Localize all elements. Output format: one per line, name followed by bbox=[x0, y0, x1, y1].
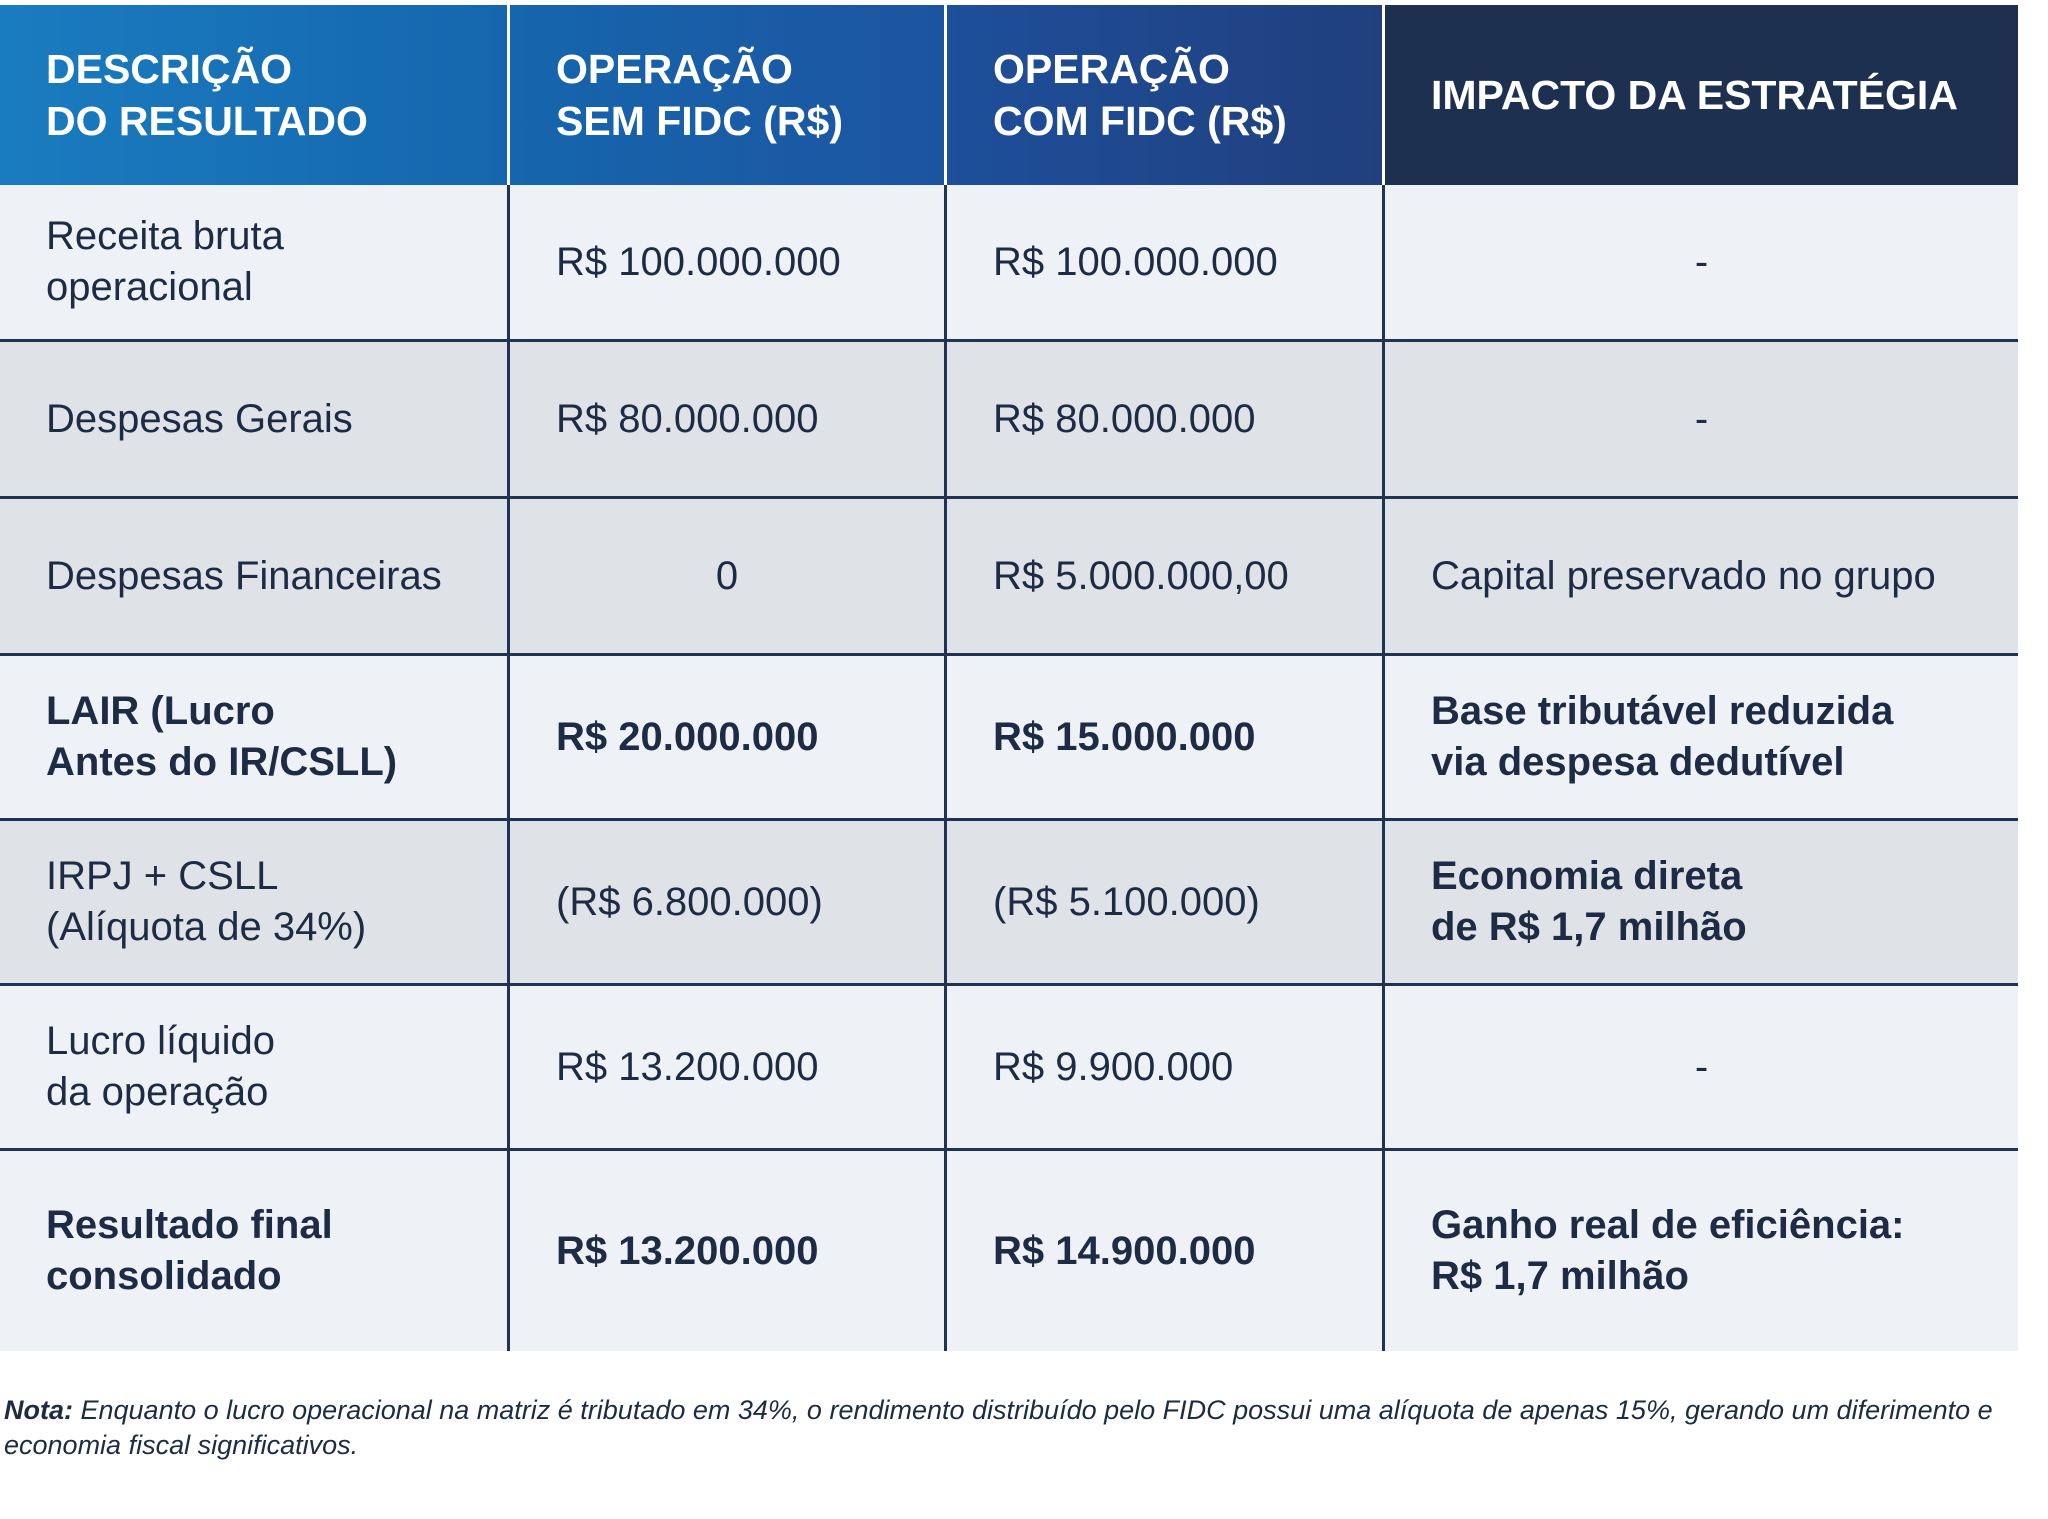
header-without-fidc: OPERAÇÃO SEM FIDC (R$) bbox=[510, 5, 947, 185]
comparison-table bbox=[0, 5, 2018, 1352]
row-net-profit-with-fidc: R$ 9.900.000 bbox=[947, 986, 1385, 1151]
row-gross-revenue-description: Receita bruta operacional bbox=[0, 185, 510, 342]
row-net-profit-impact: - bbox=[1385, 986, 2018, 1151]
footnote-text: Enquanto o lucro operacional na matriz é tributado em 34%, o rendimento distribuído pelo FIDC possui uma alíquota de apenas 15%, gerando um diferimento e economia fiscal significativos. bbox=[4, 1395, 1993, 1460]
row-irpj-csll-with-fidc: (R$ 5.100.000) bbox=[947, 821, 1385, 986]
header-with-fidc: OPERAÇÃO COM FIDC (R$) bbox=[947, 5, 1385, 185]
row-financial-expenses-with-fidc: R$ 5.000.000,00 bbox=[947, 499, 1385, 656]
footnote-label: Nota: bbox=[4, 1395, 73, 1425]
row-lair-description: LAIR (Lucro Antes do IR/CSLL) bbox=[0, 656, 510, 821]
row-general-expenses-impact: - bbox=[1385, 342, 2018, 499]
row-general-expenses-with-fidc: R$ 80.000.000 bbox=[947, 342, 1385, 499]
row-final-result-impact: Ganho real de eficiência: R$ 1,7 milhão bbox=[1385, 1151, 2018, 1351]
row-financial-expenses-without-fidc: 0 bbox=[510, 499, 947, 656]
row-gross-revenue-without-fidc: R$ 100.000.000 bbox=[510, 185, 947, 342]
row-lair-without-fidc: R$ 20.000.000 bbox=[510, 656, 947, 821]
row-lair-with-fidc: R$ 15.000.000 bbox=[947, 656, 1385, 821]
row-financial-expenses-description: Despesas Financeiras bbox=[0, 499, 510, 656]
row-net-profit-without-fidc: R$ 13.200.000 bbox=[510, 986, 947, 1151]
row-final-result-with-fidc: R$ 14.900.000 bbox=[947, 1151, 1385, 1351]
footnote bbox=[4, 1393, 1994, 1463]
row-general-expenses-description: Despesas Gerais bbox=[0, 342, 510, 499]
row-irpj-csll-description: IRPJ + CSLL (Alíquota de 34%) bbox=[0, 821, 510, 986]
row-final-result-without-fidc: R$ 13.200.000 bbox=[510, 1151, 947, 1351]
header-description: DESCRIÇÃO DO RESULTADO bbox=[0, 5, 510, 185]
row-general-expenses-without-fidc: R$ 80.000.000 bbox=[510, 342, 947, 499]
row-final-result-description: Resultado final consolidado bbox=[0, 1151, 510, 1351]
row-gross-revenue-impact: - bbox=[1385, 185, 2018, 342]
row-irpj-csll-impact: Economia direta de R$ 1,7 milhão bbox=[1385, 821, 2018, 986]
row-lair-impact: Base tributável reduzida via despesa dedutível bbox=[1385, 656, 2018, 821]
row-financial-expenses-impact: Capital preservado no grupo bbox=[1385, 499, 2018, 656]
row-gross-revenue-with-fidc: R$ 100.000.000 bbox=[947, 185, 1385, 342]
row-net-profit-description: Lucro líquido da operação bbox=[0, 986, 510, 1151]
row-irpj-csll-without-fidc: (R$ 6.800.000) bbox=[510, 821, 947, 986]
header-strategy-impact: IMPACTO DA ESTRATÉGIA bbox=[1385, 5, 2018, 185]
